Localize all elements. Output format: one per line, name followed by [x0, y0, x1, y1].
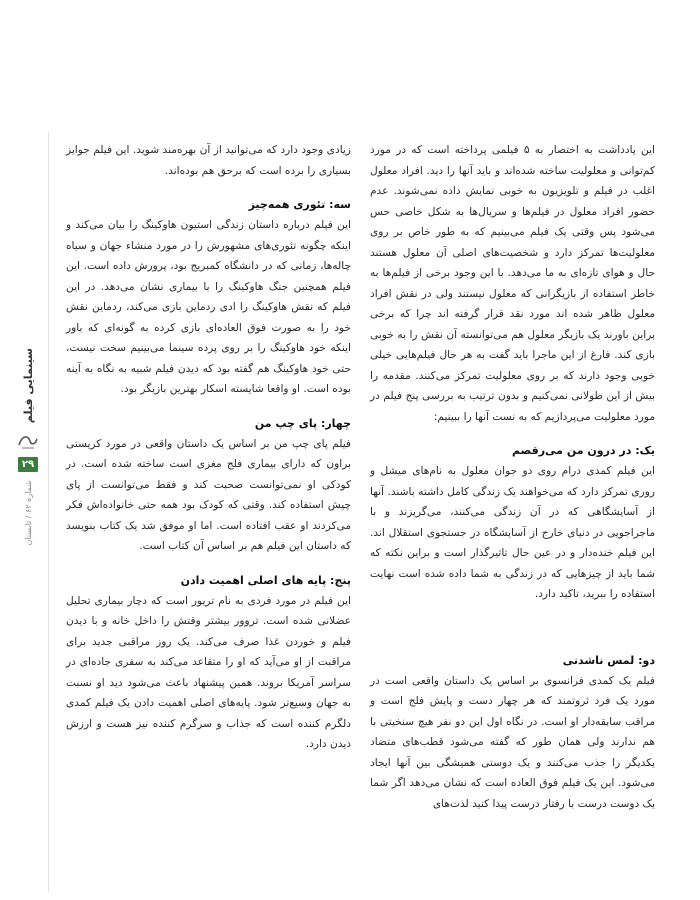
- paragraph-film-5: این فیلم در مورد فردی به نام تریور است که دچار بیماری تحلیل عضلانی شده است. تروور بیشتر وقتش را داخل خانه و با دیدن فیلم و خوردن غذا صرف می‌کند. یک روز مراقبی جدید برای مراقبت از او می‌آید که او را متقاعد می‌کند به سفری جاده‌ای در سراسر آمریکا بروند. همین پیشنهاد باعث می‌شود دید او نسبت به جهان وسیع‌تر شود. پایه‌های اصلی اهمیت دادن یک فیلم کمدی دلگرم کننده است که جذاب و سرگرم کننده نیز هست و ارزش دیدن دارد.: [66, 594, 351, 750]
- paragraph-film-4: فیلم پای چپ من بر اساس یک داستان واقعی در مورد کریستی براون که دارای بیماری فلج مغزی است ساخته شده است. در کودکی او نمی‌توانست صحبت کند و فقط می‌توانست از پای چپش استفاده کند. وقتی که کودک بود همه حتی خانواده‌اش فکر می‌کردند او عقب افتاده است. اما او موفق شد یک کتاب بنویسد که داستان این فیلم هم بر اساس آن کتاب است.: [66, 437, 351, 552]
- paragraph-film-2: فیلم یک کمدی فرانسوی بر اساس یک داستان واقعی است در مورد یک فرد ثروتمند که هر چهار دست و پایش فلج است و مراقب سابقه‌دار او است. در نگاه اول این دو نفر هیچ سنخیتی با هم ندارند ولی همان طور که گفته می‌شود قطب‌های متضاد یکدیگر را جذب می‌کنند و یک دوستی همیشگی بین آنها ایجاد می‌شود. این یک فیلم فوق العاده است که نشان می‌دهد اگر شما یک دوست درست با رفتار درست پیدا کنید لذت‌های: [370, 674, 655, 810]
- intro-paragraph: این یادداشت به اختصار به ۵ فیلمی پرداخته است که در مورد کم‌توانی و معلولیت ساخته شده‌اند و باید آنها را دید. افراد معلول اغلب در فیلم و تلویزیون به خوبی نمایش داده نمی‌شوند. عدم حضور افراد معلول در فیلم‌ها و سریال‌ها به شکل خاصی حس می‌شود پس وقتی یک فیلم می‌بینیم که به طور خاص بر روی معلولیت‌ها تمرکز دارد و شخصیت‌های اصلی آن معلول هستند حال و هوای تازه‌ای به ما می‌دهد. با این وجود برخی از فیلم‌ها به خاطر استفاده از بازیگرانی که معلول نیستند ولی در نقش افراد معلول ظاهر شده اند مورد نقد قرار گرفته اند چرا که برخی براین باورند یک بازیگر معلول هم می‌توانسته آن نقش را به خوبی بازی کند. فارغ از این ماجرا باید گفت به هر حال فیلم‌هایی خیلی خوبی وجود دارند که بر روی معلولیت تمرکز می‌کنند. مقدمه را بیش از این طولانی نمی‌کنیم و بدون ترتیب به بررسی پنج فیلم در مورد معلولیت می‌پردازیم که به نست آنها را ببینیم:: [370, 144, 655, 423]
- heading-film-1: یک: در درون من می‌رقصم: [512, 444, 655, 457]
- heading-film-2: دو: لمس ناشدنی: [562, 653, 655, 667]
- section-title: سینمایی فیلم: [21, 348, 35, 424]
- magazine-logo-icon: [16, 431, 40, 451]
- heading-film-4: چهار: پای چپ من: [254, 416, 351, 430]
- paragraph-film-2-continued: زیادی وجود دارد که می‌توانید از آن بهره‌مند شوید. این فیلم جوایز بسیاری را برده است که برحق هم بوده‌اند.: [66, 144, 351, 177]
- heading-film-5: پنج: پایه های اصلی اهمیت دادن: [180, 573, 351, 587]
- paragraph-film-3: این فیلم درباره داستان زندگی استیون هاوکینگ را بیان می‌کند و اینکه چگونه تئوری‌های مشهورش را در مورد منشاء جهان و سیاه چاله‌ها، زمانی که در دانشگاه کمبریج بود، پرورش داده است. این فیلم همچنین جنگ هاوکینگ را با بیماری نشان می‌دهد. در این فیلم که نقش هاوکینگ را ادی ردماین بازی می‌کند، ردماین نقش خود را به صورت فوق العاده‌ای بازی کرده به گونه‌ای که باور اینکه خود هاوکینگ را بر روی پرده سینما می‌بینیم سخت نیست، حتی خود هاوکینگ هم گفته بود که دیدن فیلم شبیه به نگاه به آینه بوده است. او واقعا شایسته اسکار بهترین بازیگر بود.: [66, 219, 351, 395]
- margin-divider: [48, 132, 49, 892]
- page-number-badge: ۲۹: [18, 457, 38, 472]
- heading-film-3: سه: تئوری همه‌چیز: [248, 198, 351, 211]
- issue-info: شماره ۶۲ / تابستان: [23, 480, 33, 546]
- paragraph-film-1: این فیلم کمدی درام روی دو جوان معلول به نام‌های میشل و روری تمرکز دارد که می‌خواهند یک زندگی کامل داشته باشند. آنها از آسایشگاهی که در آن زندگی می‌کنند، می‌گریزند و با ماجراجویی در دنیای خارج از آسایشگاه در جستجوی استقلال اند. این فیلم خنده‌دار و در عین حال تاثیرگذار است و براین نکته که شما باید از چیزهایی که در زندگی به شما داده شده است نهایت استفاده را ببرید، تاکید دارد.: [370, 465, 655, 600]
- page-margin-strip: [8, 130, 48, 890]
- article-column-left: [66, 140, 351, 765]
- article-column-right: [370, 140, 655, 824]
